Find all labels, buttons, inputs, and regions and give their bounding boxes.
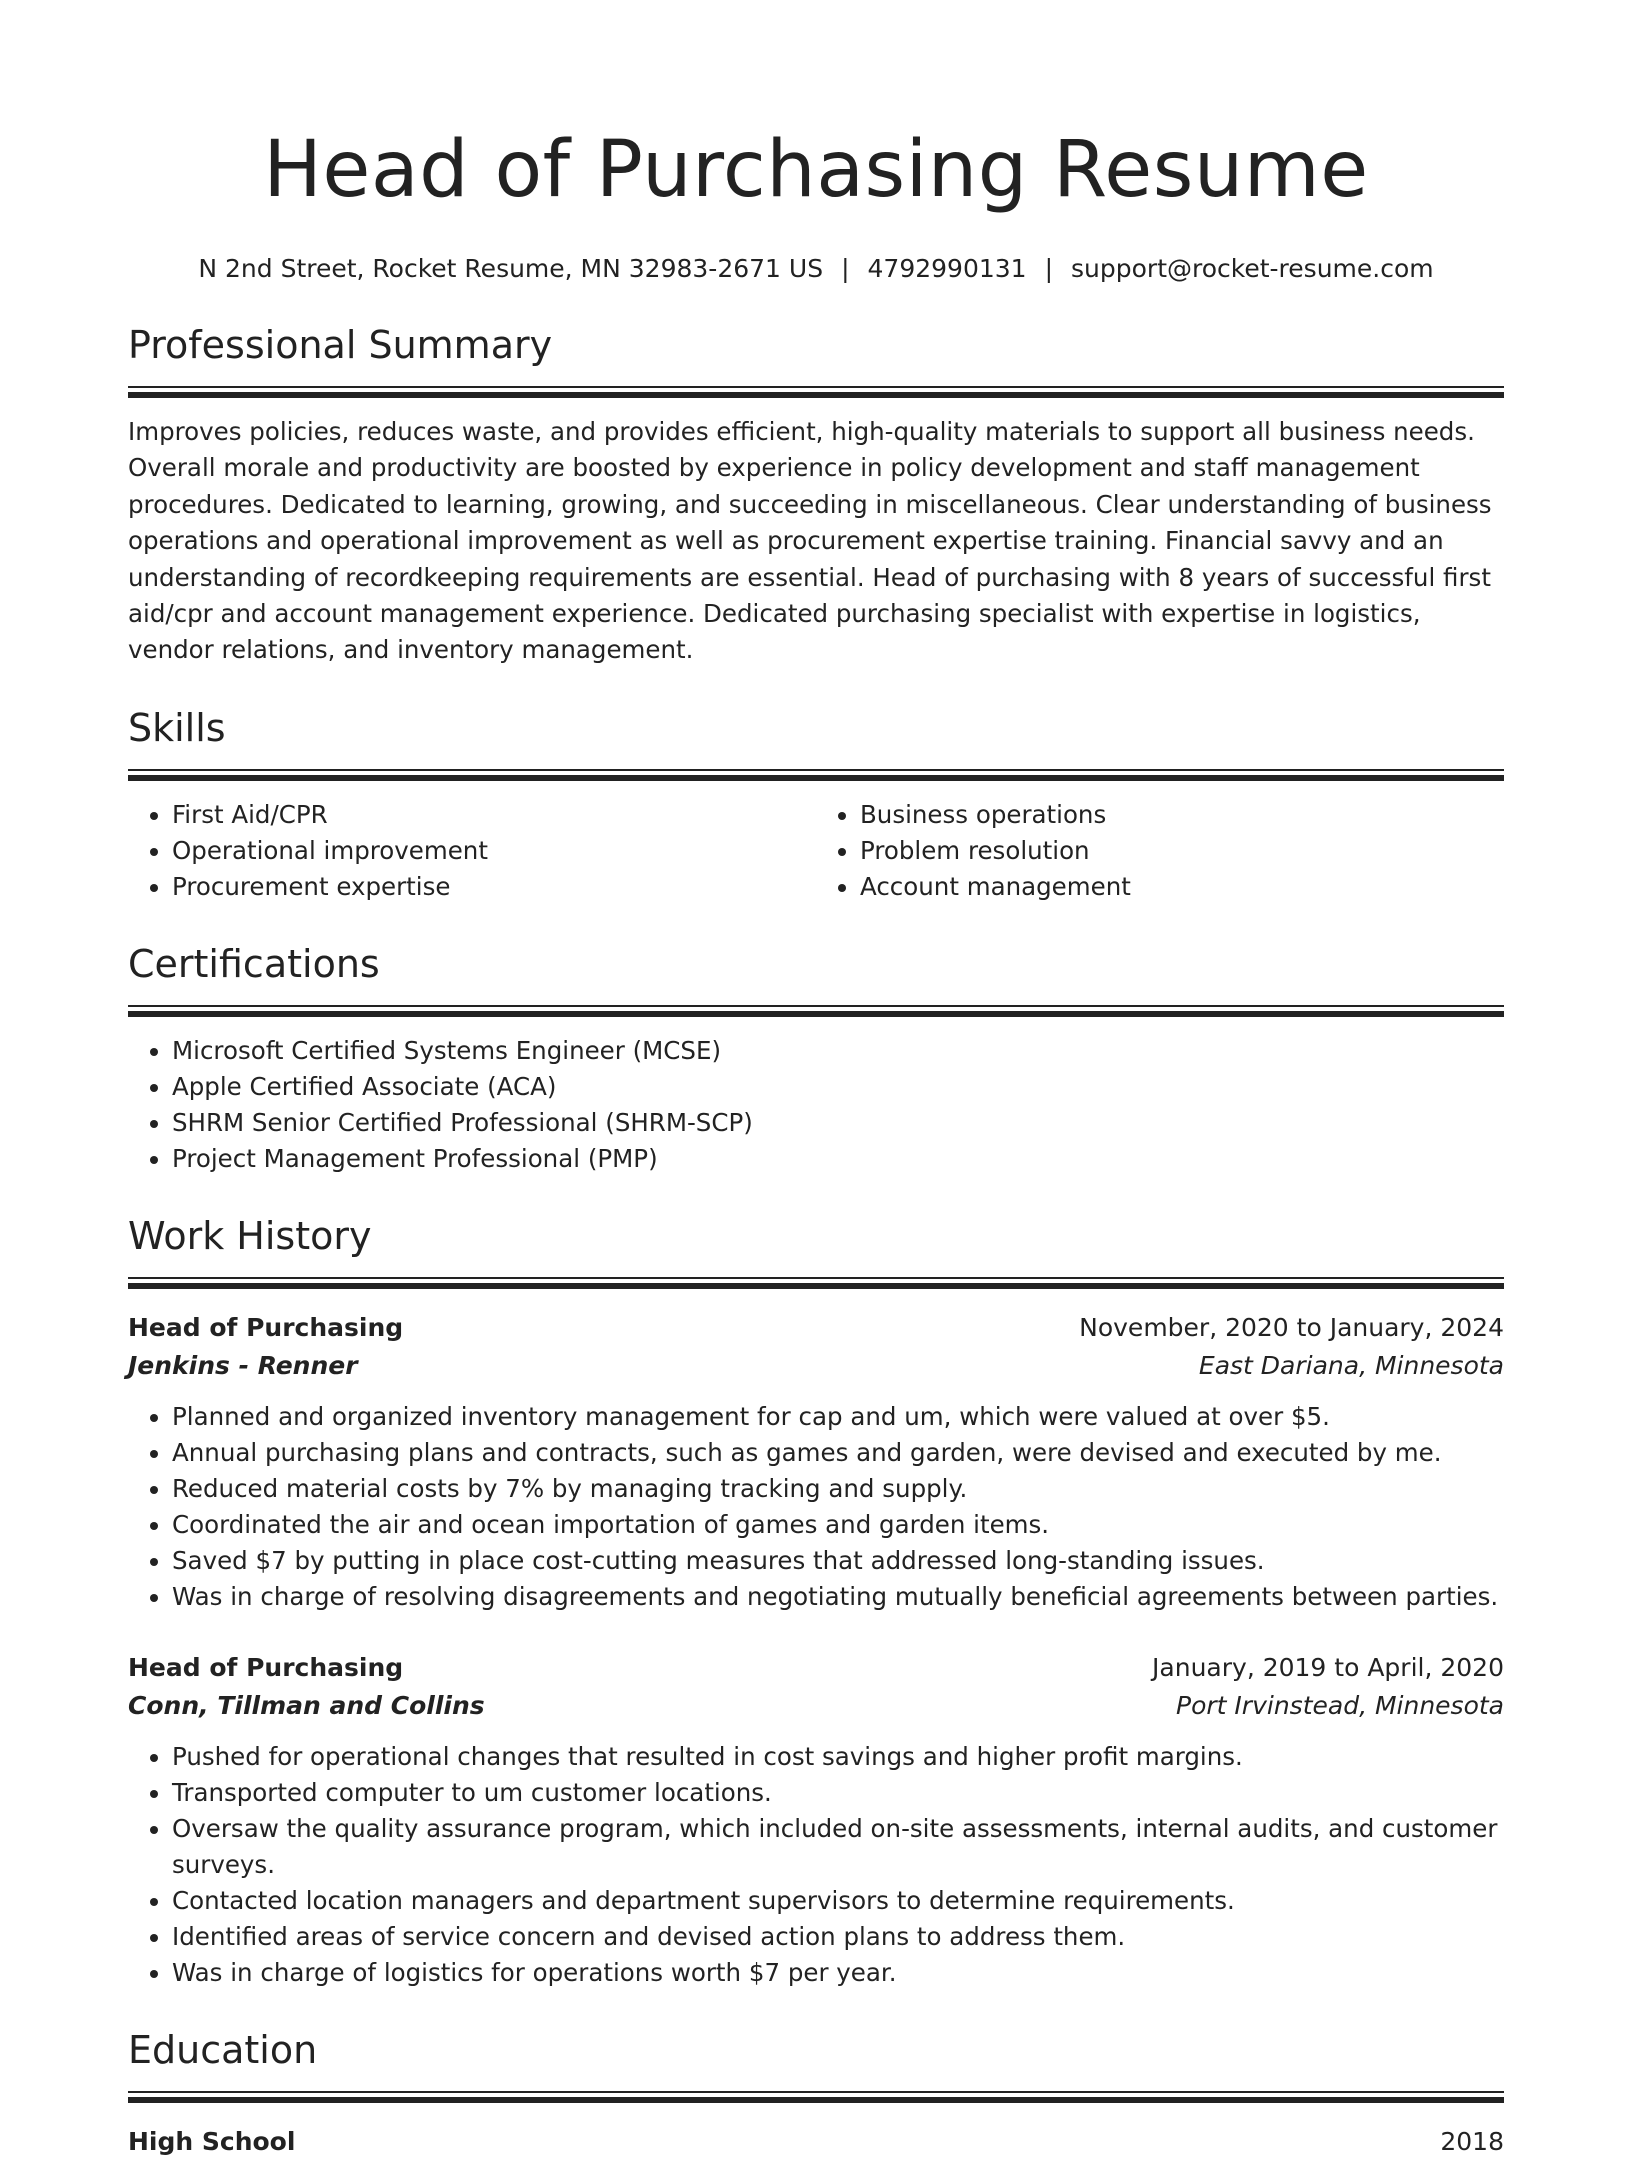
resume-title: Head of Purchasing Resume xyxy=(263,125,1369,215)
skill-item: • Procurement expertise xyxy=(172,869,816,905)
skill-item: • Operational improvement xyxy=(172,833,816,869)
contact-address: N 2nd Street, Rocket Resume, MN 32983-2671 US xyxy=(198,254,824,283)
certifications-heading: Certifications xyxy=(128,941,380,986)
job-bullet: • Annual purchasing plans and contracts, such as games and garden, were devised and executed by me. xyxy=(172,1435,1504,1471)
job-bullet: • Coordinated the air and ocean importation of games and garden items. xyxy=(172,1507,1504,1543)
skill-item: • Business operations xyxy=(860,797,1504,833)
section-divider xyxy=(128,386,1504,398)
job-location: Port Irvinstead, Minnesota xyxy=(1176,1690,1504,1720)
contact-phone: 4792990131 xyxy=(867,254,1027,283)
skill-item: • Problem resolution xyxy=(860,833,1504,869)
certifications-section xyxy=(128,939,1504,1177)
certification-item: • SHRM Senior Certified Professional (SHRM-SCP) xyxy=(172,1105,1504,1141)
job-dates: November, 2020 to January, 2024 xyxy=(1079,1312,1504,1342)
job-title: Head of Purchasing xyxy=(128,1312,404,1342)
job-company: Conn, Tillman and Collins xyxy=(128,1690,485,1720)
job-bullet: • Pushed for operational changes that resulted in cost savings and higher profit margins. xyxy=(172,1739,1504,1775)
education-year: 2018 xyxy=(1440,2126,1504,2156)
skills-section xyxy=(128,703,1504,905)
skills-heading: Skills xyxy=(128,705,226,750)
contact-line xyxy=(128,252,1504,286)
job-dates: January, 2019 to April, 2020 xyxy=(1152,1652,1504,1682)
summary-heading: Professional Summary xyxy=(128,323,553,367)
job-bullet: • Transported computer to um customer locations. xyxy=(172,1775,1504,1811)
work-history-section xyxy=(128,1211,1504,1991)
contact-separator: | xyxy=(1044,254,1054,283)
job-bullet: • Reduced material costs by 7% by managing tracking and supply. xyxy=(172,1471,1504,1507)
job-bullets xyxy=(128,1739,1504,1991)
job-header-row xyxy=(128,1309,1504,1347)
skills-grid xyxy=(128,797,1504,905)
job-bullet: • Saved $7 by putting in place cost-cutting measures that addressed long-standing issues. xyxy=(172,1543,1504,1579)
skills-list-left xyxy=(128,797,816,905)
contact-email[interactable]: support@rocket-resume.com xyxy=(1071,254,1434,283)
job-location: East Dariana, Minnesota xyxy=(1198,1350,1504,1380)
section-divider xyxy=(128,1277,1504,1289)
job-company-row xyxy=(128,1687,1504,1725)
job-entry xyxy=(128,1649,1504,1991)
summary-section xyxy=(128,320,1504,669)
job-bullet: • Planned and organized inventory management for cap and um, which were valued at over $5. xyxy=(172,1399,1504,1435)
job-bullets xyxy=(128,1399,1504,1615)
job-bullet: • Was in charge of resolving disagreements and negotiating mutually beneficial agreements between parties. xyxy=(172,1579,1504,1615)
certifications-list xyxy=(128,1033,1504,1177)
education-degree: High School xyxy=(128,2126,296,2156)
certification-item: • Project Management Professional (PMP) xyxy=(172,1141,1504,1177)
skills-list-right xyxy=(816,797,1504,905)
job-bullet: • Contacted location managers and department supervisors to determine requirements. xyxy=(172,1883,1504,1919)
summary-text: Improves policies, reduces waste, and provides efficient, high-quality materials to support all business needs. Overall morale and productivity are boosted by experience in policy development and staff management procedures. Dedicated to learning, growing, and succeeding in miscellaneous. Clear understanding of business operations and operational improvement as well as procurement expertise training. Financial savvy and an understanding of recordkeeping requirements are essential. Head of purchasing with 8 years of successful first aid/cpr and account management experience. Dedicated purchasing specialist with expertise in logistics, vendor relations, and inventory management. xyxy=(128,417,1492,665)
section-divider xyxy=(128,2091,1504,2103)
job-bullet: • Identified areas of service concern and devised action plans to address them. xyxy=(172,1919,1504,1955)
skill-item: • Account management xyxy=(860,869,1504,905)
job-bullet: • Oversaw the quality assurance program, which included on-site assessments, internal audits, and customer surveys. xyxy=(172,1811,1504,1883)
job-company-row xyxy=(128,1347,1504,1385)
section-divider xyxy=(128,769,1504,781)
work-history-heading: Work History xyxy=(128,1213,372,1258)
certification-item: • Microsoft Certified Systems Engineer (MCSE) xyxy=(172,1033,1504,1069)
education-section xyxy=(128,2025,1504,2161)
certification-item: • Apple Certified Associate (ACA) xyxy=(172,1069,1504,1105)
section-divider xyxy=(128,1005,1504,1017)
education-heading: Education xyxy=(128,2027,318,2072)
job-bullet: • Was in charge of logistics for operations worth $7 per year. xyxy=(172,1955,1504,1991)
skill-item: • First Aid/CPR xyxy=(172,797,816,833)
job-title: Head of Purchasing xyxy=(128,1652,404,1682)
job-entry xyxy=(128,1309,1504,1615)
contact-separator: | xyxy=(841,254,850,283)
job-header-row xyxy=(128,1649,1504,1687)
education-row xyxy=(128,2123,1504,2161)
job-company: Jenkins - Renner xyxy=(128,1350,358,1380)
education-entry xyxy=(128,2123,1504,2161)
